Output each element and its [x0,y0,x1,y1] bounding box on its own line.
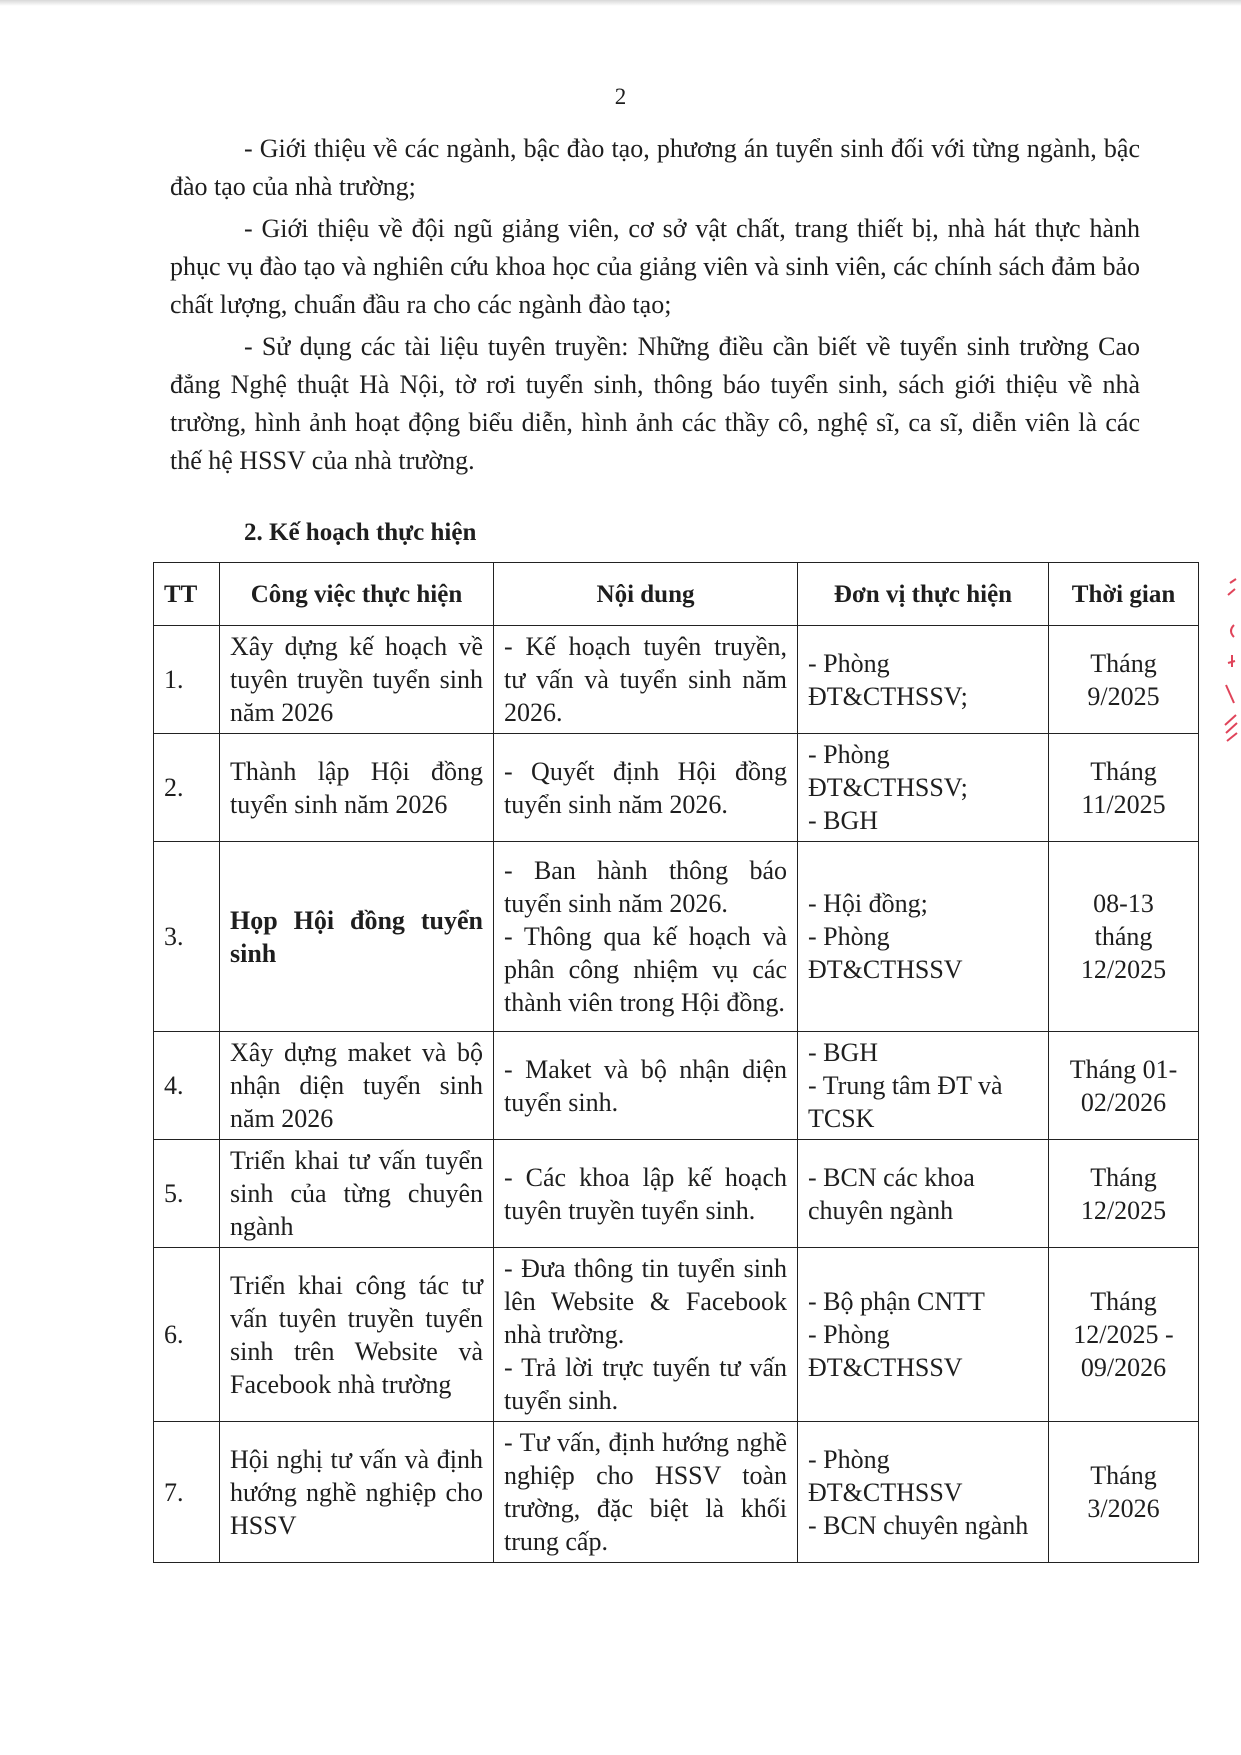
cell-task: Hội nghị tư vấn và định hướng nghề nghiệp cho HSSV [220,1422,494,1563]
cell-tt: 7. [154,1422,220,1563]
cell-time [1049,842,1199,1032]
cell-unit-line: - Trung tâm ĐT và TCSK [808,1071,1003,1133]
cell-content-line: - Các khoa lập kế hoạch tuyên truyền tuyển sinh. [504,1162,787,1225]
cell-content-line: - Ban hành thông báo tuyển sinh năm 2026. [504,856,787,918]
header-time: Thời gian [1049,563,1199,626]
cell-task: Triển khai tư vấn tuyển sinh của từng chuyên ngành [220,1140,494,1248]
cell-content [494,1248,798,1422]
cell-content [494,734,798,842]
table-row [154,626,1199,734]
cell-content-line: - Quyết định Hội đồng tuyển sinh năm 2026. [504,756,787,819]
table-row [154,1248,1199,1422]
cell-unit-line: - Hội đồng; [808,889,928,918]
cell-unit [798,1248,1049,1422]
cell-content-line: - Đưa thông tin tuyển sinh lên Website & Facebook nhà trường. [504,1254,787,1349]
cell-time [1049,734,1199,842]
cell-time-line: 9/2025 [1087,681,1160,711]
table-row [154,842,1199,1032]
page-number: 2 [614,84,627,109]
cell-unit-line: - Phòng ĐT&CTHSSV [808,922,963,984]
paragraph: - Giới thiệu về đội ngũ giảng viên, cơ sở vật chất, trang thiết bị, nhà hát thực hành phục vụ đào tạo và nghiên cứu khoa học của giảng viên và sinh viên, các chính sách đảm bảo chất lượng, chuẩn đầu ra cho các ngành đào tạo; [170,214,1140,319]
header-tt: TT [154,563,220,626]
cell-tt: 1. [154,626,220,734]
cell-time-line: Tháng 01- [1069,1054,1178,1084]
table-row [154,1032,1199,1140]
cell-time-line: 3/2026 [1087,1494,1160,1523]
cell-unit-line: - Phòng ĐT&CTHSSV [808,1320,963,1382]
plan-table [153,562,1199,1563]
cell-unit [798,842,1049,1032]
cell-time-line: Tháng [1090,648,1157,678]
table-row [154,1422,1199,1563]
header-task: Công việc thực hiện [220,563,494,626]
red-handwritten-mark [1222,575,1241,755]
cell-tt: 4. [154,1032,220,1140]
table-header-row [154,563,1199,626]
cell-unit-line: - Bộ phận CNTT [808,1287,985,1316]
cell-time-line: tháng [1094,922,1153,951]
cell-content [494,1422,798,1563]
cell-time-line: 12/2025 [1080,955,1167,984]
cell-unit-line: - BGH [808,1038,879,1067]
cell-time-line: 02/2026 [1080,1087,1167,1117]
cell-task: Triển khai công tác tư vấn tuyên truyền tuyển sinh trên Website và Facebook nhà trường [220,1248,494,1422]
cell-content [494,842,798,1032]
cell-time-line: Tháng [1090,1162,1157,1192]
cell-time-line: 12/2025 [1080,1195,1167,1225]
cell-unit [798,1422,1049,1563]
cell-unit [798,734,1049,842]
cell-time-line: Tháng [1090,1287,1157,1316]
section-heading: 2. Kế hoạch thực hiện [244,519,477,546]
cell-time [1049,1248,1199,1422]
cell-time [1049,1140,1199,1248]
cell-unit [798,626,1049,734]
cell-unit-line: - BCN chuyên ngành [808,1510,1029,1540]
paragraph: - Giới thiệu về các ngành, bậc đào tạo, phương án tuyển sinh đối với từng ngành, bậc đào tạo của nhà trường; [170,134,1140,201]
cell-time [1049,1032,1199,1140]
cell-unit-line: - Phòng ĐT&CTHSSV; [808,648,968,711]
cell-unit-line: - BGH [808,806,879,835]
cell-content-line: - Maket và bộ nhận diện tuyển sinh. [504,1054,787,1117]
cell-content [494,1140,798,1248]
cell-tt: 6. [154,1248,220,1422]
paragraph: - Sử dụng các tài liệu tuyên truyền: Những điều cần biết về tuyển sinh trường Cao đẳng Nghệ thuật Hà Nội, tờ rơi tuyển sinh, thông báo tuyển sinh, sách giới thiệu về nhà trường, hình ảnh hoạt động biểu diễn, hình ảnh các thầy cô, nghệ sĩ, ca sĩ, diễn viên là các thế hệ HSSV của nhà trường. [170,332,1140,475]
table-body [154,626,1199,1563]
cell-task: Xây dựng maket và bộ nhận diện tuyển sinh năm 2026 [220,1032,494,1140]
cell-time [1049,626,1199,734]
body-text [170,130,1140,480]
cell-task: Họp Hội đồng tuyển sinh [220,842,494,1032]
header-unit: Đơn vị thực hiện [798,563,1049,626]
scan-top-edge [0,0,1241,6]
cell-time-line: 12/2025 - [1073,1320,1174,1349]
header-content: Nội dung [494,563,798,626]
table-row [154,734,1199,842]
cell-time-line: Tháng [1090,1461,1157,1490]
cell-time-line: 08-13 [1093,889,1154,918]
cell-time [1049,1422,1199,1563]
cell-tt: 5. [154,1140,220,1248]
cell-unit-line: - Phòng ĐT&CTHSSV [808,1444,963,1507]
cell-unit-line: - BCN các khoa chuyên ngành [808,1162,975,1225]
cell-time-line: 11/2025 [1081,789,1166,819]
table-row [154,1140,1199,1248]
cell-unit-line: - Phòng ĐT&CTHSSV; [808,740,968,802]
cell-tt: 2. [154,734,220,842]
cell-time-line: 09/2026 [1080,1353,1167,1382]
cell-time-line: Tháng [1090,756,1157,786]
cell-content [494,626,798,734]
cell-content-line: - Tư vấn, định hướng nghề nghiệp cho HSSV toàn trường, đặc biệt là khối trung cấp. [504,1428,787,1556]
cell-content [494,1032,798,1140]
cell-content-line: - Trả lời trực tuyến tư vấn tuyển sinh. [504,1353,787,1415]
cell-task: Xây dựng kế hoạch về tuyên truyền tuyển sinh năm 2026 [220,626,494,734]
cell-unit [798,1140,1049,1248]
cell-content-line: - Thông qua kế hoạch và phân công nhiệm vụ các thành viên trong Hội đồng. [504,922,787,1017]
cell-unit [798,1032,1049,1140]
cell-tt: 3. [154,842,220,1032]
cell-task: Thành lập Hội đồng tuyển sinh năm 2026 [220,734,494,842]
cell-content-line: - Kế hoạch tuyên truyền, tư vấn và tuyển sinh năm 2026. [504,632,787,727]
